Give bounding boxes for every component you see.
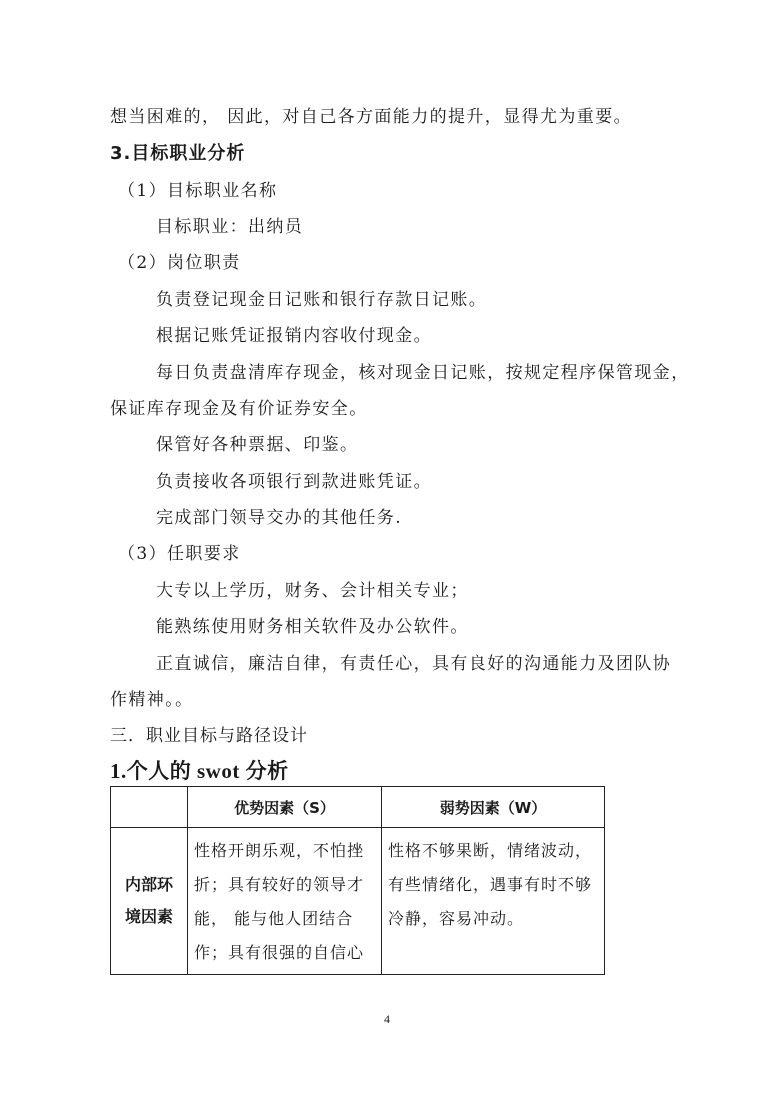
strength-line: 作；具有很强的自信心: [194, 943, 365, 962]
weakness-line: 冷静，容易冲动。: [388, 909, 525, 928]
weakness-line: 性格不够果断，情绪波动，: [388, 841, 593, 860]
weakness-line: 有些情绪化，遇事有时不够: [388, 875, 593, 894]
duty-line: 保管好各种票据、印鉴。: [156, 435, 359, 455]
table-row: [111, 828, 605, 975]
subheading-1: （1）目标职业名称: [118, 181, 278, 201]
row-label-line: 境因素: [124, 907, 173, 926]
part-heading-3: 三．职业目标与路径设计: [110, 726, 308, 746]
strength-cell: [188, 828, 382, 975]
duty-line: 根据记账凭证报销内容收付现金。: [156, 326, 432, 346]
row-label-internal: [111, 828, 188, 975]
requirement-line: 能熟练使用财务相关软件及办公软件。: [156, 617, 469, 637]
section-heading-3: 3.目标职业分析: [110, 143, 246, 164]
requirement-line: 大专以上学历，财务、会计相关专业；: [156, 581, 469, 601]
strength-line: 折；具有较好的领导才: [194, 875, 365, 894]
duty-line: 负责接收各项银行到款进账凭证。: [156, 472, 432, 492]
table-row: [111, 787, 605, 828]
swot-table: [110, 786, 605, 975]
requirement-line: 正直诚信，廉洁自律，有责任心，具有良好的沟通能力及团队协: [156, 654, 672, 674]
duty-line: 完成部门领导交办的其他任务.: [156, 508, 403, 528]
subheading-3: （3）任职要求: [118, 544, 241, 564]
row-label-line: 内部环: [124, 875, 173, 894]
strength-line: 性格开朗乐观，不怕挫: [194, 841, 365, 860]
swot-heading: 1.个人的 swot 分析: [110, 759, 289, 783]
page-number: 4: [384, 1012, 390, 1026]
strength-line: 能， 能与他人团结合: [194, 909, 354, 928]
weakness-cell: [382, 828, 605, 975]
subheading-2: （2）岗位职责: [118, 253, 241, 273]
paragraph-continuation: 想当困难的， 因此，对自己各方面能力的提升，显得尤为重要。: [110, 107, 633, 127]
duty-line: 负责登记现金日记账和银行存款日记账。: [156, 290, 488, 310]
target-career-text: 目标职业：出纳员: [156, 217, 304, 237]
requirement-line: 作精神。。: [110, 690, 194, 710]
strength-header: 优势因素（S）: [188, 787, 382, 828]
table-corner-cell: [111, 787, 188, 828]
weakness-header: 弱势因素（W）: [382, 787, 605, 828]
duty-line: 保证库存现金及有价证券安全。: [110, 399, 368, 419]
duty-line: 每日负责盘清库存现金，核对现金日记账，按规定程序保管现金，: [156, 363, 690, 383]
